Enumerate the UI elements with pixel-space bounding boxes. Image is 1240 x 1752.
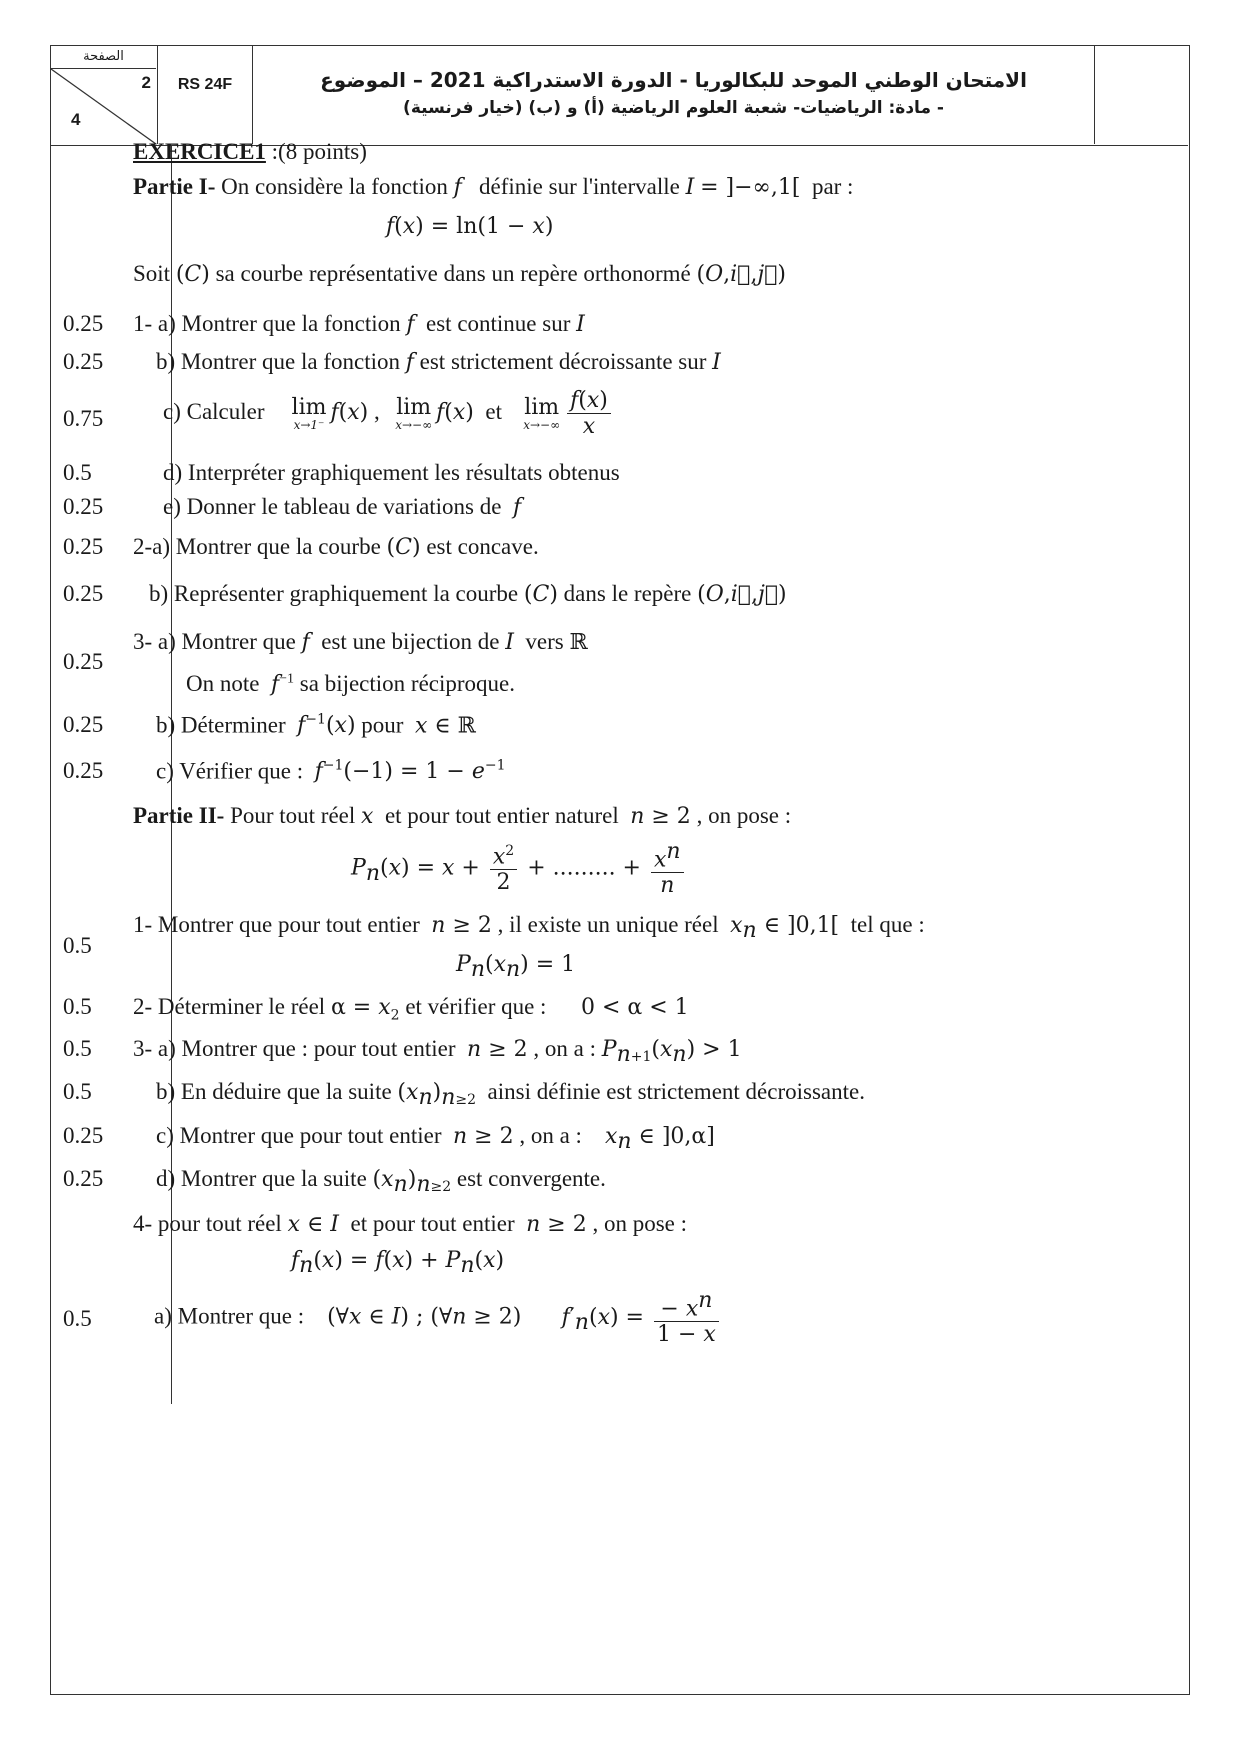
- part1-intro-text2: définie sur l'intervalle: [479, 174, 680, 199]
- points-value: 0.5: [63, 1079, 92, 1104]
- q1a-text: 1- a) Montrer que la fonction: [133, 311, 401, 336]
- part1-intro-text: On considère la fonction: [221, 174, 448, 199]
- soit-word: Soit: [133, 261, 171, 286]
- page-label: الصفحة: [51, 46, 156, 69]
- p1-equation: $P_n(x_n) = 1$: [456, 952, 576, 983]
- points-value: 0.25: [63, 494, 104, 519]
- part2-label: Partie II-: [133, 803, 225, 828]
- question-3c: c) Vérifier que : $f^{-1}(-1) = 1 - e^{-1}$: [156, 758, 506, 785]
- p3d-text: d) Montrer que la suite: [156, 1166, 367, 1191]
- question-3a-note: On note $f^{-1}$ sa bijection réciproque.: [186, 671, 516, 697]
- curve-text: sa courbe représentative dans un repère orthonormé: [215, 261, 691, 286]
- curve-sentence: Soit (C) sa courbe représentative dans un repère orthonormé (O,i⃗,j⃗): [133, 261, 787, 287]
- question-p3b: b) En déduire que la suite $(x_n)_{n\ge 2}$ ainsi définie est strictement décroissante.: [156, 1079, 865, 1111]
- points-value: 0.25: [63, 649, 104, 674]
- q2b-text: b) Représenter graphiquement la courbe: [149, 581, 519, 606]
- q3b-text: b) Déterminer: [156, 712, 286, 738]
- p4a-text: a) Montrer que :: [154, 1303, 305, 1329]
- exercise-title: EXERCICE1: [133, 139, 266, 164]
- q3a-note-end: sa bijection réciproque.: [299, 671, 516, 696]
- points-value: 0.25: [63, 1166, 104, 1191]
- points-value: 0.5: [63, 460, 92, 485]
- exercise-points: :(8 points): [271, 139, 367, 164]
- question-1a: 1- a) Montrer que la fonction f est continue sur I: [133, 311, 585, 337]
- part1-intro: Partie I- On considère la fonction f définie sur l'intervalle I = ]−∞,1[ par :: [133, 174, 854, 200]
- q1a-end: est continue sur: [426, 311, 571, 336]
- question-3a: 3- a) Montrer que f est une bijection de I vers ℝ: [133, 629, 588, 655]
- exercise-heading: [133, 139, 367, 165]
- q3c-text: c) Vérifier que :: [156, 758, 304, 784]
- points-value: 0.25: [63, 758, 104, 783]
- q3a-note-text: On note: [186, 671, 260, 696]
- points-value: 0.25: [63, 581, 104, 606]
- question-p4: 4- pour tout réel x ∈ I et pour tout entier n ≥ 2 , on pose :: [133, 1211, 688, 1237]
- page-number: 2: [141, 73, 151, 92]
- fn-definition: $f_n(x) = f(x) + P_n(x)$: [291, 1248, 505, 1279]
- points-value: 0.25: [63, 311, 104, 336]
- points-value: 0.25: [63, 349, 104, 374]
- page-total: 4: [71, 110, 81, 129]
- question-p4a: a) Montrer que : (∀x ∈ I) ; (∀n ≥ 2) $f'_n(x)$ = $\frac{- x^n}{1 - x}$: [154, 1288, 722, 1347]
- p2-text: 2- Déterminer le réel: [133, 994, 326, 1019]
- exam-subtitle: - مادة: الرياضيات- شعبة العلوم الرياضية (أ) و (ب) (خيار فرنسية): [403, 98, 944, 118]
- p1-end: tel que :: [850, 912, 925, 937]
- question-p3d: d) Montrer que la suite $(x_n)_{n\ge 2}$ est convergente.: [156, 1166, 606, 1198]
- question-p1: 1- Montrer que pour tout entier n ≥ 2 , il existe un unique réel $x_n$ ∈ ]0,1[ tel que :: [133, 912, 925, 944]
- question-p3a: 3- a) Montrer que : pour tout entier n ≥ 2 , on a : $P_{n+1}(x_n) > 1$: [133, 1036, 742, 1068]
- q1e-text: e) Donner le tableau de variations de: [163, 494, 502, 519]
- q2a-end: est concave.: [426, 534, 539, 559]
- q1b-text: b) Montrer que la fonction: [156, 349, 400, 374]
- function-definition: f(x) = ln(1 − x): [386, 214, 554, 239]
- p3d-end: est convergente.: [456, 1166, 606, 1191]
- points-value: 0.5: [63, 1036, 92, 1061]
- points-value: 0.5: [63, 1306, 92, 1331]
- question-2b: b) Représenter graphiquement la courbe (C) dans le repère (O,i⃗,j⃗): [149, 581, 787, 607]
- part2-intro: Partie II- Pour tout réel x et pour tout entier naturel n ≥ 2 , on pose :: [133, 803, 792, 829]
- question-1c: c) Calculer lim x→1⁻ f(x) , lim x→−∞ f(x) et lim x→−∞ $\frac{f(x)}{x}$: [163, 388, 614, 439]
- points-value: 0.25: [63, 712, 104, 737]
- question-p3c: c) Montrer que pour tout entier n ≥ 2 , on a : $x_n$ ∈ ]0,α]: [156, 1123, 715, 1155]
- question-2a: 2-a) Montrer que la courbe (C) est concave.: [133, 534, 539, 560]
- part1-par: par :: [811, 174, 854, 199]
- q1b-end: est strictement décroissante sur: [419, 349, 707, 374]
- part2-intro-text3: , on pose :: [696, 803, 792, 828]
- p3c-mid: , on a :: [519, 1123, 582, 1148]
- p3b-text: b) En déduire que la suite: [156, 1079, 392, 1104]
- q3a-mid: est une bijection de: [321, 629, 500, 654]
- part2-intro-text: Pour tout réel: [230, 803, 356, 828]
- question-1e: e) Donner le tableau de variations de f: [163, 494, 522, 520]
- q3a-text: 3- a) Montrer que: [133, 629, 296, 654]
- question-3b: b) Déterminer $f^{-1}(x)$ pour x ∈ ℝ: [156, 712, 476, 739]
- et-word: et: [485, 398, 502, 424]
- points-value: 0.5: [63, 933, 92, 958]
- p3a-mid: , on a :: [533, 1036, 596, 1061]
- part2-intro-text2: et pour tout entier naturel: [384, 803, 619, 828]
- p4-end: , on pose :: [592, 1211, 688, 1236]
- q3b-pour: pour: [361, 712, 404, 738]
- p4-text: 4- pour tout réel: [133, 1211, 282, 1236]
- points-value: 0.25: [63, 1123, 104, 1148]
- p3b-end: ainsi définie est strictement décroissante.: [487, 1079, 865, 1104]
- p3c-text: c) Montrer que pour tout entier: [156, 1123, 442, 1148]
- q3a-vers: vers: [525, 629, 564, 654]
- question-1d: d) Interpréter graphiquement les résultats obtenus: [163, 460, 620, 485]
- p1-text: 1- Montrer que pour tout entier: [133, 912, 420, 937]
- q2b-mid: dans le repère: [563, 581, 692, 606]
- exam-header: [51, 46, 1188, 146]
- points-value: 0.75: [63, 406, 104, 431]
- p1-mid: , il existe un unique réel: [497, 912, 719, 937]
- page-diagonal-divider: [51, 69, 156, 144]
- q2a-text: 2-a) Montrer que la courbe: [133, 534, 381, 559]
- p2-mid: et vérifier que :: [405, 994, 547, 1019]
- p3a-text: 3- a) Montrer que : pour tout entier: [133, 1036, 456, 1061]
- exam-code-cell: [158, 46, 253, 144]
- exam-page-frame: [50, 45, 1190, 1695]
- part1-label: Partie I-: [133, 174, 216, 199]
- q1c-text: c) Calculer: [163, 398, 265, 424]
- polynomial-definition: $P_n(x) = x$ + $\frac{x^2}{2}$ + ......... + $\frac{x^n}{n}$: [351, 839, 687, 898]
- exam-title: الامتحان الوطني الموحد للبكالوريا - الدورة الاستدراكية 2021 – الموضوع: [320, 68, 1027, 92]
- points-value: 0.5: [63, 994, 92, 1019]
- p4-mid: et pour tout entier: [350, 1211, 515, 1236]
- exam-code: RS 24F: [177, 76, 233, 93]
- question-1b: b) Montrer que la fonction f est strictement décroissante sur I: [156, 349, 721, 375]
- page-indicator: [51, 46, 158, 144]
- exam-title-cell: [253, 46, 1095, 144]
- points-value: 0.25: [63, 534, 104, 559]
- question-p2: 2- Déterminer le réel $\alpha = x_2$ et vérifier que : 0 < α < 1: [133, 994, 689, 1024]
